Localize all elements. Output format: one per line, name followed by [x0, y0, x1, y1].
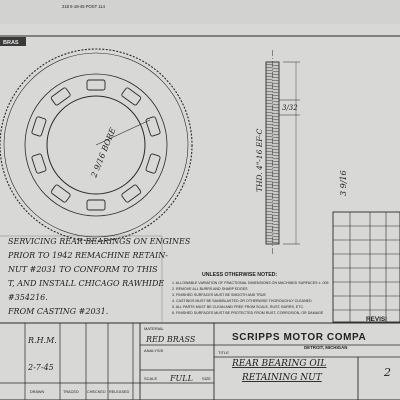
general-notes: [172, 272, 329, 315]
material-value: RED BRASS: [146, 335, 196, 344]
scale-label: SCALE: [144, 376, 158, 381]
ring-slot: [51, 87, 71, 106]
analysis-label: ANALYSIS: [144, 348, 164, 353]
title-line-2: RETAINING NUT: [242, 373, 322, 383]
note-line-4: T, AND INSTALL CHICAGO RAWHIDE: [8, 279, 165, 288]
retaining-nut-side-view: [266, 50, 300, 254]
ring-slots: [31, 80, 160, 210]
material-label: MATERIAL: [144, 326, 164, 331]
general-notes-heading: UNLESS OTHERWISE NOTED:: [202, 272, 278, 278]
ring-slot: [121, 87, 141, 106]
general-note-5: 5. ALL PARTS MUST BE CLEAN AND FREE FROM SCALE, RUST, BURRS, ETC.: [172, 305, 305, 309]
top-margin: [0, 0, 400, 24]
col-traced: TRACED: [63, 390, 79, 394]
ring-slot: [31, 153, 46, 173]
note-line-1: SERVICING REAR BEARINGS ON ENGINES: [8, 237, 191, 246]
retaining-nut-front-view: [0, 49, 192, 241]
col-checked: CHECKED: [87, 390, 106, 394]
corner-label: BRAS: [3, 40, 19, 46]
note-line-3: NUT #2031 TO CONFORM TO THIS: [8, 265, 158, 274]
title-label: TITLE: [218, 350, 229, 355]
height-dimension: 3 9/16: [339, 170, 348, 196]
width-dimension: 3/32: [282, 104, 298, 112]
note-line-5: #354216.: [8, 293, 48, 302]
company-name: SCRIPPS MOTOR COMPA: [232, 332, 367, 343]
ring-slot: [121, 184, 141, 203]
ring-slot: [51, 184, 71, 203]
revision-block: [333, 212, 400, 322]
scale-value: FULL: [170, 374, 193, 383]
bore-dimension: 2 9/16 BORE: [89, 126, 118, 179]
ring-slot: [87, 80, 105, 90]
ring-slot: [31, 116, 46, 136]
ring-slot: [87, 200, 105, 210]
general-note-6: 6. FINISHED SURFACES MUST BE PROTECTED FROM RUST, CORROSION, OR DAMAGE: [172, 311, 324, 315]
revision-label: REVISI: [366, 316, 387, 323]
part-number: 2: [384, 366, 391, 379]
ring-slot: [146, 153, 161, 173]
general-note-2: 2. REMOVE ALL BURRS AND SHARP EDGES: [172, 287, 248, 291]
header-stamp: 218 6-18-45 POST 114: [62, 4, 105, 9]
drawn-date: 2-7-45: [28, 363, 54, 372]
company-location: DETROIT, MICHIGAN: [304, 345, 348, 350]
size-label: SIZE: [202, 376, 211, 381]
col-drawn: DRAWN: [30, 390, 45, 394]
general-note-4: 4. CASTINGS MUST BE SANDBLASTED OR OTHERWISE THOROUGHLY CLEANED: [172, 299, 312, 303]
note-line-2: PRIOR TO 1942 REMACHINE RETAIN-: [8, 251, 168, 260]
drawn-initials: R.H.M.: [28, 336, 57, 345]
col-released: RELEASED: [109, 390, 130, 394]
general-note-1: 1. ALLOWABLE VARIATION OF FRACTIONAL DIMENSIONS ON MACHINED SURFACES ± .005: [172, 281, 329, 285]
general-note-3: 3. FINISHED SURFACES MUST BE SMOOTH AND TRUE: [172, 293, 266, 297]
thread-spec: THD. 4"-16 EF-C: [255, 128, 264, 192]
ring-slot: [146, 116, 161, 136]
service-notes: [7, 237, 191, 316]
title-line-1: REAR BEARING OIL: [232, 359, 327, 369]
note-line-6: FROM CASTING #2031.: [8, 307, 109, 316]
